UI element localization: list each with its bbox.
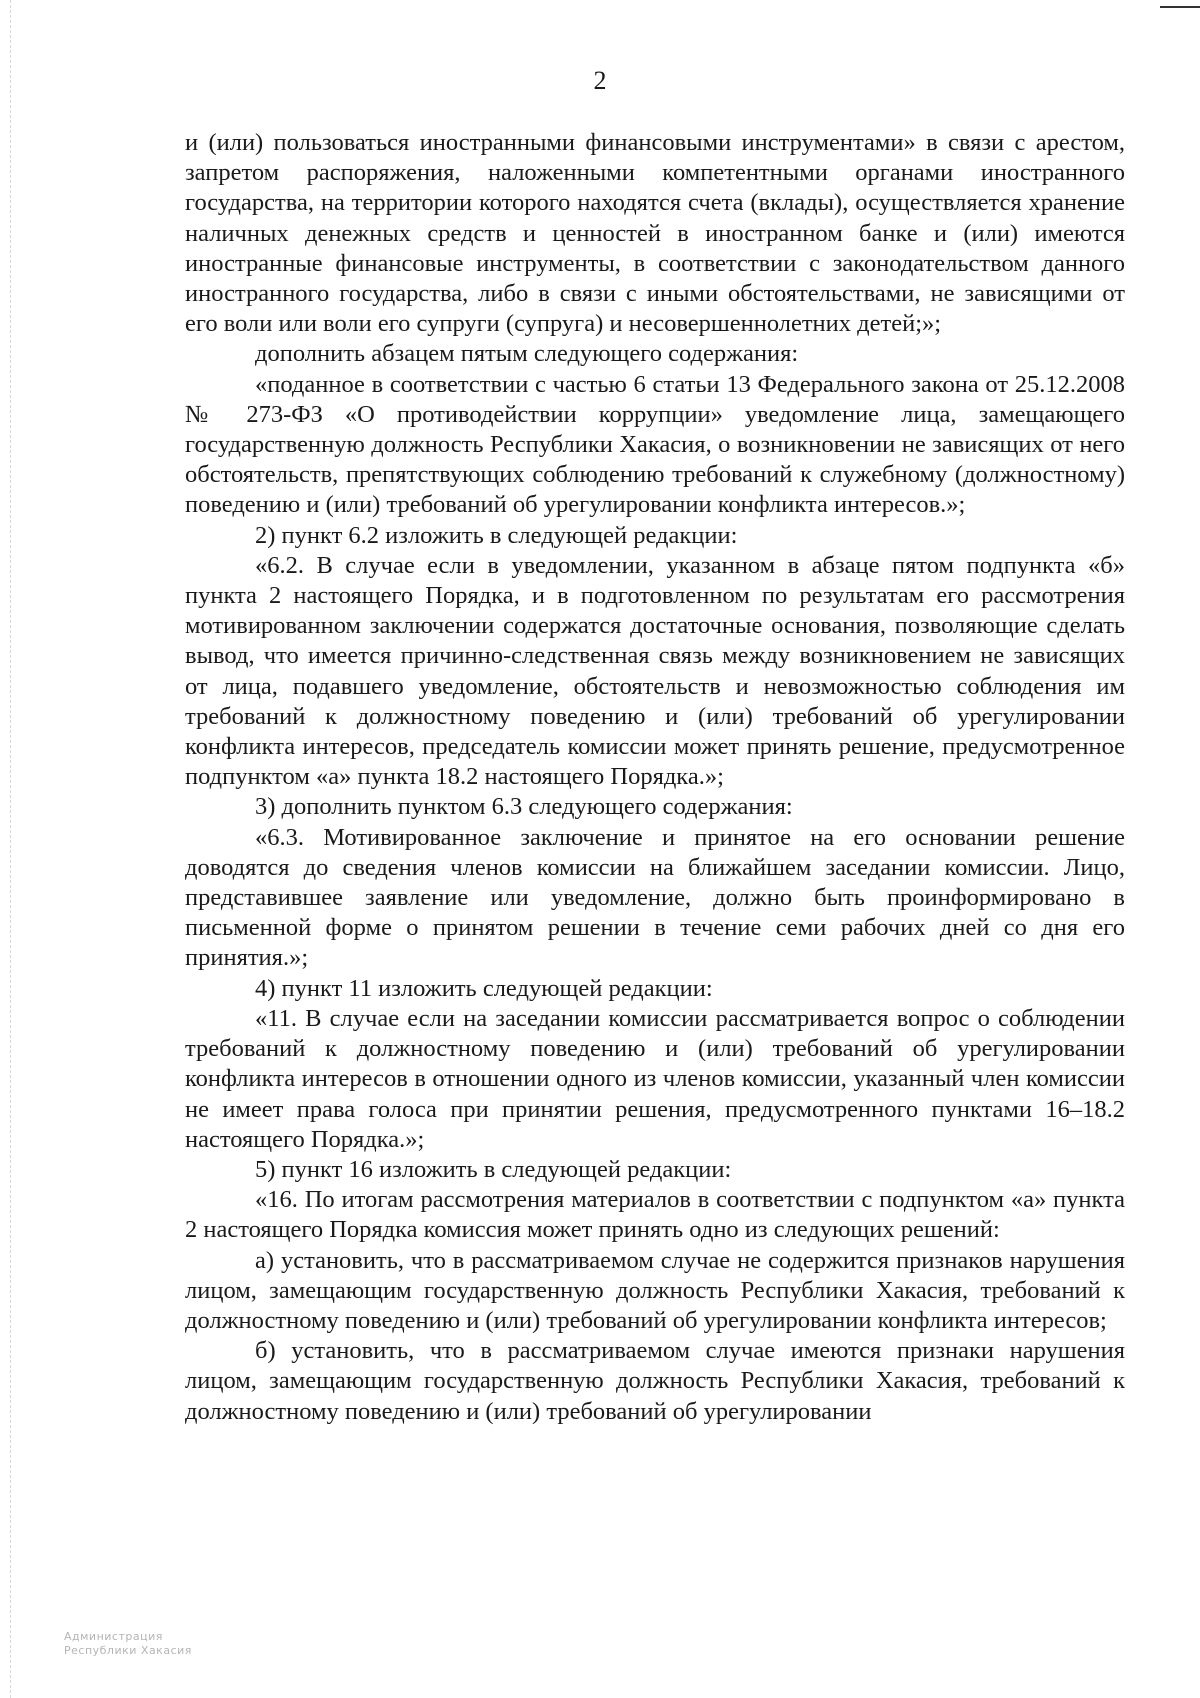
paragraph: 5) пункт 16 изложить в следующей редакции:: [255, 1155, 732, 1183]
paragraph: 3) дополнить пунктом 6.3 следующего содержания:: [255, 793, 793, 821]
corner-mark: [1160, 6, 1200, 8]
paragraph: а) установить, что в рассматриваемом случае не содержится признаков нарушения лицом, замещающим государственную должность Республики Хакасия, требований к должностному поведению и (или) требований об урегулировании конфликта интересов;: [185, 1246, 1125, 1334]
paragraph: «6.3. Мотивированное заключение и принятое на его основании решение доводятся до сведения членов комиссии на ближайшем заседании комиссии. Лицо, представившее заявление или уведомление, должно быть проинформировано в письменной форме о принятом решении в течение семи рабочих дней со дня его принятия.»;: [185, 823, 1125, 972]
scan-edge: [10, 0, 12, 1698]
paragraph: дополнить абзацем пятым следующего содержания:: [255, 340, 799, 368]
document-body: [185, 128, 1125, 1427]
paragraph: б) установить, что в рассматриваемом случае имеются признаки нарушения лицом, замещающим государственную должность Республики Хакасия, требований к должностному поведению и (или) требований об урегулировании: [185, 1337, 1125, 1425]
paragraph: 4) пункт 11 изложить следующей редакции:: [255, 974, 713, 1002]
paragraph: «16. По итогам рассмотрения материалов в соответствии с подпунктом «а» пункта 2 настоящего Порядка комиссия может принять одно из следующих решений:: [185, 1186, 1125, 1244]
paragraph: «6.2. В случае если в уведомлении, указанном в абзаце пятом подпункта «б» пункта 2 настоящего Порядка, и в подготовленном по результатам его рассмотрения мотивированном заключении содержатся достаточные основания, позволяющие сделать вывод, что имеется причинно-следственная связь между возникновением не зависящих от лица, подавшего уведомление, обстоятельств и невозможностью соблюдения им требований к должностному поведению и (или) требований об урегулировании конфликта интересов, председатель комиссии может принять решение, предусмотренное подпунктом «а» пункта 18.2 настоящего Порядка.»;: [185, 551, 1125, 791]
faded-stamp: [64, 1630, 192, 1658]
paragraph: «11. В случае если на заседании комиссии рассматривается вопрос о соблюдении требований к должностному поведению и (или) требований об урегулировании конфликта интересов в отношении одного из членов комиссии, указанный член комиссии не имеет права голоса при принятии решения, предусмотренного пунктами 16–18.2 настоящего Порядка.»;: [185, 1004, 1125, 1153]
paragraph: 2) пункт 6.2 изложить в следующей редакции:: [255, 521, 738, 549]
stamp-line: Администрация: [64, 1630, 163, 1643]
paragraph: и (или) пользоваться иностранными финансовыми инструментами» в связи с арестом, запретом распоряжения, наложенными компетентными органами иностранного государства, на территории которого находятся счета (вклады), осуществляется хранение наличных денежных средств и ценностей в иностранном банке и (или) имеются иностранные финансовые инструменты, в соответствии с законодательством данного иностранного государства, либо в связи с иными обстоятельствами, не зависящими от его воли или воли его супруги (супруга) и несовершеннолетних детей;»;: [185, 129, 1125, 338]
stamp-line: Республики Хакасия: [64, 1644, 192, 1657]
page-number: 2: [593, 66, 607, 95]
paragraph: «поданное в соответствии с частью 6 статьи 13 Федерального закона от 25.12.2008 № 273-ФЗ «О противодействии коррупции» уведомление лица, замещающего государственную должность Республики Хакасия, о возникновении не зависящих от него обстоятельств, препятствующих соблюдению требований к служебному (должностному) поведению и (или) требований об урегулировании конфликта интересов.»;: [185, 370, 1125, 519]
